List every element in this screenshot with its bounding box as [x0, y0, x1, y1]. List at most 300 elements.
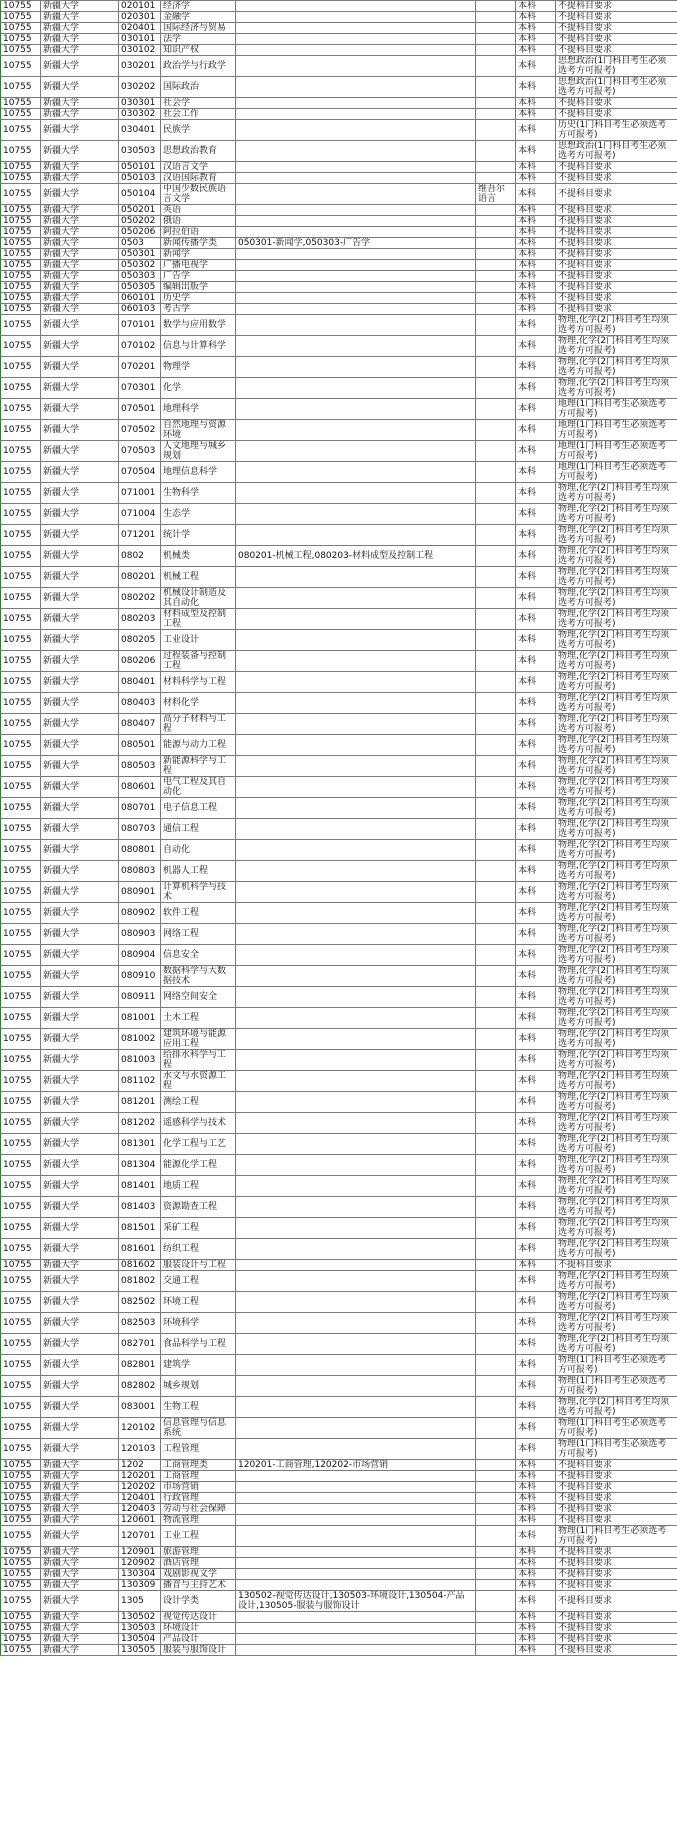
language-cell	[476, 1623, 516, 1634]
school-name-cell: 新疆大学	[41, 672, 119, 693]
language-cell	[476, 903, 516, 924]
major-name-cell: 新闻传播学类	[161, 238, 236, 249]
major-code-cell: 070501	[119, 399, 161, 420]
table-row	[1, 378, 677, 399]
school-code-cell: 10755	[1, 420, 41, 441]
table-row	[1, 1113, 677, 1134]
included-majors-cell	[236, 1197, 476, 1218]
school-name-cell: 新疆大学	[41, 798, 119, 819]
level-cell: 本科	[516, 1418, 556, 1439]
included-majors-cell	[236, 945, 476, 966]
major-name-cell: 市场营销	[161, 1482, 236, 1493]
level-cell: 本科	[516, 1569, 556, 1580]
language-cell	[476, 819, 516, 840]
subject-requirement-cell: 不提科目要求	[556, 12, 677, 23]
major-code-cell: 070301	[119, 378, 161, 399]
major-name-cell: 生物工程	[161, 1397, 236, 1418]
subject-requirement-cell: 不提科目要求	[556, 45, 677, 56]
major-name-cell: 过程装备与控制工程	[161, 651, 236, 672]
major-name-cell: 历史学	[161, 293, 236, 304]
included-majors-cell	[236, 693, 476, 714]
language-cell	[476, 1260, 516, 1271]
included-majors-cell	[236, 98, 476, 109]
major-code-cell: 071004	[119, 504, 161, 525]
major-name-cell: 机械类	[161, 546, 236, 567]
major-code-cell: 080206	[119, 651, 161, 672]
included-majors-cell	[236, 1418, 476, 1439]
major-code-cell: 130504	[119, 1634, 161, 1645]
included-majors-cell	[236, 1558, 476, 1569]
major-code-cell: 081301	[119, 1134, 161, 1155]
school-code-cell: 10755	[1, 1218, 41, 1239]
school-code-cell: 10755	[1, 260, 41, 271]
major-code-cell: 030503	[119, 141, 161, 162]
subject-requirement-cell: 物理,化学(2门科目考生均须选考方可报考)	[556, 1008, 677, 1029]
included-majors-cell	[236, 483, 476, 504]
school-code-cell: 10755	[1, 1334, 41, 1355]
subject-requirement-cell: 物理,化学(2门科目考生均须选考方可报考)	[556, 1071, 677, 1092]
level-cell: 本科	[516, 315, 556, 336]
table-row	[1, 45, 677, 56]
language-cell	[476, 205, 516, 216]
table-row	[1, 1134, 677, 1155]
school-code-cell: 10755	[1, 798, 41, 819]
major-code-cell: 070502	[119, 420, 161, 441]
subject-requirement-cell: 物理,化学(2门科目考生均须选考方可报考)	[556, 903, 677, 924]
included-majors-cell	[236, 1439, 476, 1460]
table-row	[1, 1569, 677, 1580]
major-name-cell: 民族学	[161, 120, 236, 141]
language-cell	[476, 945, 516, 966]
language-cell	[476, 1050, 516, 1071]
school-name-cell: 新疆大学	[41, 1547, 119, 1558]
language-cell	[476, 1218, 516, 1239]
school-name-cell: 新疆大学	[41, 399, 119, 420]
school-code-cell: 10755	[1, 249, 41, 260]
table-row	[1, 756, 677, 777]
included-majors-cell	[236, 23, 476, 34]
subject-requirement-cell: 物理,化学(2门科目考生均须选考方可报考)	[556, 630, 677, 651]
major-code-cell: 080403	[119, 693, 161, 714]
school-code-cell: 10755	[1, 1029, 41, 1050]
school-code-cell: 10755	[1, 483, 41, 504]
school-name-cell: 新疆大学	[41, 1071, 119, 1092]
school-name-cell: 新疆大学	[41, 945, 119, 966]
level-cell: 本科	[516, 630, 556, 651]
table-row	[1, 735, 677, 756]
school-code-cell: 10755	[1, 1558, 41, 1569]
included-majors-cell	[236, 1271, 476, 1292]
school-code-cell: 10755	[1, 98, 41, 109]
table-row	[1, 1547, 677, 1558]
subject-requirement-cell: 不提科目要求	[556, 304, 677, 315]
school-code-cell: 10755	[1, 1376, 41, 1397]
school-name-cell: 新疆大学	[41, 205, 119, 216]
school-name-cell: 新疆大学	[41, 238, 119, 249]
subject-requirement-cell: 不提科目要求	[556, 293, 677, 304]
subject-requirement-cell: 物理(1门科目考生必须选考方可报考)	[556, 1418, 677, 1439]
major-name-cell: 信息管理与信息系统	[161, 1418, 236, 1439]
subject-requirement-cell: 不提科目要求	[556, 1547, 677, 1558]
major-code-cell: 081501	[119, 1218, 161, 1239]
subject-requirement-cell: 不提科目要求	[556, 1460, 677, 1471]
major-name-cell: 编辑出版学	[161, 282, 236, 293]
table-row	[1, 205, 677, 216]
school-name-cell: 新疆大学	[41, 184, 119, 205]
table-row	[1, 546, 677, 567]
major-name-cell: 考古学	[161, 304, 236, 315]
subject-requirement-cell: 不提科目要求	[556, 1471, 677, 1482]
major-code-cell: 120901	[119, 1547, 161, 1558]
table-row	[1, 1460, 677, 1471]
subject-requirement-cell: 物理,化学(2门科目考生均须选考方可报考)	[556, 735, 677, 756]
table-row	[1, 1155, 677, 1176]
major-name-cell: 资源勘查工程	[161, 1197, 236, 1218]
major-code-cell: 030202	[119, 77, 161, 98]
level-cell: 本科	[516, 1493, 556, 1504]
school-code-cell: 10755	[1, 819, 41, 840]
table-row	[1, 282, 677, 293]
major-name-cell: 新能源科学与工程	[161, 756, 236, 777]
subject-requirement-cell: 不提科目要求	[556, 184, 677, 205]
school-code-cell: 10755	[1, 1634, 41, 1645]
school-name-cell: 新疆大学	[41, 1376, 119, 1397]
school-code-cell: 10755	[1, 1050, 41, 1071]
school-name-cell: 新疆大学	[41, 483, 119, 504]
subject-requirement-cell: 物理,化学(2门科目考生均须选考方可报考)	[556, 1134, 677, 1155]
school-code-cell: 10755	[1, 1176, 41, 1197]
subject-requirement-cell: 物理,化学(2门科目考生均须选考方可报考)	[556, 609, 677, 630]
major-code-cell: 070504	[119, 462, 161, 483]
table-row	[1, 987, 677, 1008]
school-name-cell: 新疆大学	[41, 260, 119, 271]
level-cell: 本科	[516, 483, 556, 504]
included-majors-cell: 130502-视觉传达设计,130503-环境设计,130504-产品设计,130505-服装与服饰设计	[236, 1591, 476, 1612]
language-cell	[476, 693, 516, 714]
language-cell	[476, 162, 516, 173]
major-code-cell: 080407	[119, 714, 161, 735]
school-name-cell: 新疆大学	[41, 1558, 119, 1569]
school-name-cell: 新疆大学	[41, 1292, 119, 1313]
table-row	[1, 1092, 677, 1113]
language-cell	[476, 1071, 516, 1092]
table-row	[1, 1355, 677, 1376]
level-cell: 本科	[516, 609, 556, 630]
subject-requirement-cell: 物理,化学(2门科目考生均须选考方可报考)	[556, 1271, 677, 1292]
school-name-cell: 新疆大学	[41, 777, 119, 798]
table-row	[1, 1239, 677, 1260]
table-row	[1, 882, 677, 903]
language-cell	[476, 525, 516, 546]
school-code-cell: 10755	[1, 525, 41, 546]
subject-requirement-cell: 地理(1门科目考生必须选考方可报考)	[556, 462, 677, 483]
table-row	[1, 249, 677, 260]
level-cell: 本科	[516, 227, 556, 238]
level-cell: 本科	[516, 216, 556, 227]
included-majors-cell	[236, 315, 476, 336]
included-majors-cell	[236, 399, 476, 420]
major-name-cell: 地理科学	[161, 399, 236, 420]
language-cell	[476, 260, 516, 271]
level-cell: 本科	[516, 504, 556, 525]
subject-requirement-cell: 物理,化学(2门科目考生均须选考方可报考)	[556, 819, 677, 840]
level-cell: 本科	[516, 1439, 556, 1460]
level-cell: 本科	[516, 1645, 556, 1656]
level-cell: 本科	[516, 420, 556, 441]
level-cell: 本科	[516, 399, 556, 420]
major-name-cell: 视觉传达设计	[161, 1612, 236, 1623]
school-code-cell: 10755	[1, 304, 41, 315]
school-name-cell: 新疆大学	[41, 1155, 119, 1176]
language-cell	[476, 378, 516, 399]
table-row	[1, 840, 677, 861]
table-row	[1, 966, 677, 987]
language-cell	[476, 714, 516, 735]
school-code-cell: 10755	[1, 840, 41, 861]
major-name-cell: 新闻学	[161, 249, 236, 260]
school-name-cell: 新疆大学	[41, 630, 119, 651]
subject-requirement-cell: 不提科目要求	[556, 249, 677, 260]
language-cell	[476, 861, 516, 882]
subject-requirement-cell: 不提科目要求	[556, 1645, 677, 1656]
major-code-cell: 050302	[119, 260, 161, 271]
included-majors-cell	[236, 1029, 476, 1050]
subject-requirement-cell: 思想政治(1门科目考生必须选考方可报考)	[556, 141, 677, 162]
major-code-cell: 080201	[119, 567, 161, 588]
table-row	[1, 1313, 677, 1334]
subject-requirement-cell: 物理,化学(2门科目考生均须选考方可报考)	[556, 1155, 677, 1176]
language-cell	[476, 109, 516, 120]
language-cell	[476, 238, 516, 249]
language-cell	[476, 1504, 516, 1515]
subject-requirement-cell: 不提科目要求	[556, 1591, 677, 1612]
major-name-cell: 酒店管理	[161, 1558, 236, 1569]
included-majors-cell	[236, 1071, 476, 1092]
subject-requirement-cell: 不提科目要求	[556, 1558, 677, 1569]
subject-requirement-cell: 物理,化学(2门科目考生均须选考方可报考)	[556, 966, 677, 987]
language-cell	[476, 336, 516, 357]
table-row	[1, 798, 677, 819]
subject-requirement-cell: 不提科目要求	[556, 216, 677, 227]
included-majors-cell	[236, 1515, 476, 1526]
major-code-cell: 080901	[119, 882, 161, 903]
table-row	[1, 630, 677, 651]
included-majors-cell	[236, 1493, 476, 1504]
school-code-cell: 10755	[1, 293, 41, 304]
table-row	[1, 609, 677, 630]
school-name-cell: 新疆大学	[41, 567, 119, 588]
major-code-cell: 050103	[119, 173, 161, 184]
major-code-cell: 080910	[119, 966, 161, 987]
major-name-cell: 城乡规划	[161, 1376, 236, 1397]
level-cell: 本科	[516, 1029, 556, 1050]
school-code-cell: 10755	[1, 1271, 41, 1292]
major-name-cell: 地理信息科学	[161, 462, 236, 483]
language-cell	[476, 1376, 516, 1397]
major-code-cell: 030101	[119, 34, 161, 45]
included-majors-cell	[236, 293, 476, 304]
school-code-cell: 10755	[1, 1113, 41, 1134]
table-row	[1, 77, 677, 98]
major-name-cell: 电气工程及其自动化	[161, 777, 236, 798]
language-cell	[476, 1526, 516, 1547]
school-code-cell: 10755	[1, 1008, 41, 1029]
table-row	[1, 1634, 677, 1645]
level-cell: 本科	[516, 525, 556, 546]
included-majors-cell	[236, 1569, 476, 1580]
included-majors-cell	[236, 1313, 476, 1334]
language-cell	[476, 1612, 516, 1623]
major-code-cell: 120401	[119, 1493, 161, 1504]
included-majors-cell	[236, 1482, 476, 1493]
school-name-cell: 新疆大学	[41, 1612, 119, 1623]
major-name-cell: 工程管理	[161, 1439, 236, 1460]
school-code-cell: 10755	[1, 1569, 41, 1580]
level-cell: 本科	[516, 184, 556, 205]
school-code-cell: 10755	[1, 735, 41, 756]
school-name-cell: 新疆大学	[41, 336, 119, 357]
included-majors-cell	[236, 1623, 476, 1634]
included-majors-cell	[236, 205, 476, 216]
subject-requirement-cell: 物理,化学(2门科目考生均须选考方可报考)	[556, 651, 677, 672]
school-code-cell: 10755	[1, 1439, 41, 1460]
level-cell: 本科	[516, 378, 556, 399]
included-majors-cell	[236, 966, 476, 987]
level-cell: 本科	[516, 1071, 556, 1092]
school-code-cell: 10755	[1, 1397, 41, 1418]
table-row	[1, 271, 677, 282]
school-name-cell: 新疆大学	[41, 588, 119, 609]
school-name-cell: 新疆大学	[41, 1271, 119, 1292]
school-code-cell: 10755	[1, 1591, 41, 1612]
major-code-cell: 080203	[119, 609, 161, 630]
subject-requirement-cell: 物理,化学(2门科目考生均须选考方可报考)	[556, 546, 677, 567]
language-cell	[476, 630, 516, 651]
level-cell: 本科	[516, 651, 556, 672]
language-cell	[476, 399, 516, 420]
subject-requirement-cell: 物理,化学(2门科目考生均须选考方可报考)	[556, 336, 677, 357]
language-cell	[476, 567, 516, 588]
major-code-cell: 080401	[119, 672, 161, 693]
included-majors-cell	[236, 903, 476, 924]
subject-requirement-cell: 物理,化学(2门科目考生均须选考方可报考)	[556, 1239, 677, 1260]
level-cell: 本科	[516, 1113, 556, 1134]
school-name-cell: 新疆大学	[41, 34, 119, 45]
language-cell	[476, 798, 516, 819]
major-name-cell: 机械工程	[161, 567, 236, 588]
school-name-cell: 新疆大学	[41, 1008, 119, 1029]
language-cell	[476, 249, 516, 260]
school-name-cell: 新疆大学	[41, 120, 119, 141]
school-name-cell: 新疆大学	[41, 1313, 119, 1334]
level-cell: 本科	[516, 714, 556, 735]
school-code-cell: 10755	[1, 861, 41, 882]
language-cell	[476, 1634, 516, 1645]
level-cell: 本科	[516, 141, 556, 162]
included-majors-cell	[236, 1376, 476, 1397]
table-row	[1, 819, 677, 840]
school-code-cell: 10755	[1, 1526, 41, 1547]
table-row	[1, 1008, 677, 1029]
school-code-cell: 10755	[1, 77, 41, 98]
subject-requirement-cell: 物理,化学(2门科目考生均须选考方可报考)	[556, 1176, 677, 1197]
school-code-cell: 10755	[1, 462, 41, 483]
major-code-cell: 0802	[119, 546, 161, 567]
included-majors-cell	[236, 378, 476, 399]
school-name-cell: 新疆大学	[41, 819, 119, 840]
table-row	[1, 184, 677, 205]
school-name-cell: 新疆大学	[41, 1623, 119, 1634]
subject-requirement-cell: 物理,化学(2门科目考生均须选考方可报考)	[556, 1197, 677, 1218]
language-cell	[476, 420, 516, 441]
school-code-cell: 10755	[1, 1580, 41, 1591]
language-cell	[476, 216, 516, 227]
major-name-cell: 社会工作	[161, 109, 236, 120]
level-cell: 本科	[516, 588, 556, 609]
level-cell: 本科	[516, 1634, 556, 1645]
language-cell	[476, 924, 516, 945]
major-name-cell: 地质工程	[161, 1176, 236, 1197]
school-code-cell: 10755	[1, 141, 41, 162]
subject-requirement-cell: 不提科目要求	[556, 1623, 677, 1634]
table-row	[1, 1471, 677, 1482]
school-name-cell: 新疆大学	[41, 1092, 119, 1113]
school-code-cell: 10755	[1, 441, 41, 462]
included-majors-cell	[236, 735, 476, 756]
subject-requirement-cell: 物理,化学(2门科目考生均须选考方可报考)	[556, 777, 677, 798]
level-cell: 本科	[516, 966, 556, 987]
school-code-cell: 10755	[1, 672, 41, 693]
language-cell	[476, 777, 516, 798]
included-majors-cell	[236, 777, 476, 798]
major-name-cell: 纺织工程	[161, 1239, 236, 1260]
major-name-cell: 生物科学	[161, 483, 236, 504]
included-majors-cell	[236, 271, 476, 282]
major-name-cell: 水文与水资源工程	[161, 1071, 236, 1092]
level-cell: 本科	[516, 293, 556, 304]
table-row	[1, 336, 677, 357]
included-majors-cell	[236, 184, 476, 205]
major-code-cell: 030301	[119, 98, 161, 109]
school-code-cell: 10755	[1, 315, 41, 336]
level-cell: 本科	[516, 77, 556, 98]
school-code-cell: 10755	[1, 1493, 41, 1504]
school-name-cell: 新疆大学	[41, 378, 119, 399]
major-name-cell: 自动化	[161, 840, 236, 861]
table-row	[1, 1612, 677, 1623]
level-cell: 本科	[516, 120, 556, 141]
table-row	[1, 260, 677, 271]
level-cell: 本科	[516, 1008, 556, 1029]
included-majors-cell	[236, 504, 476, 525]
included-majors-cell	[236, 216, 476, 227]
subject-requirement-cell: 物理,化学(2门科目考生均须选考方可报考)	[556, 1292, 677, 1313]
major-code-cell: 081001	[119, 1008, 161, 1029]
included-majors-cell: 050301-新闻学,050303-广告学	[236, 238, 476, 249]
school-code-cell: 10755	[1, 238, 41, 249]
major-code-cell: 050305	[119, 282, 161, 293]
school-name-cell: 新疆大学	[41, 1, 119, 12]
major-name-cell: 工商管理	[161, 1471, 236, 1482]
school-code-cell: 10755	[1, 216, 41, 227]
major-name-cell: 数学与应用数学	[161, 315, 236, 336]
level-cell: 本科	[516, 546, 556, 567]
major-code-cell: 130309	[119, 1580, 161, 1591]
table-row	[1, 903, 677, 924]
table-row	[1, 1591, 677, 1612]
major-name-cell: 材料科学与工程	[161, 672, 236, 693]
major-name-cell: 人文地理与城乡规划	[161, 441, 236, 462]
